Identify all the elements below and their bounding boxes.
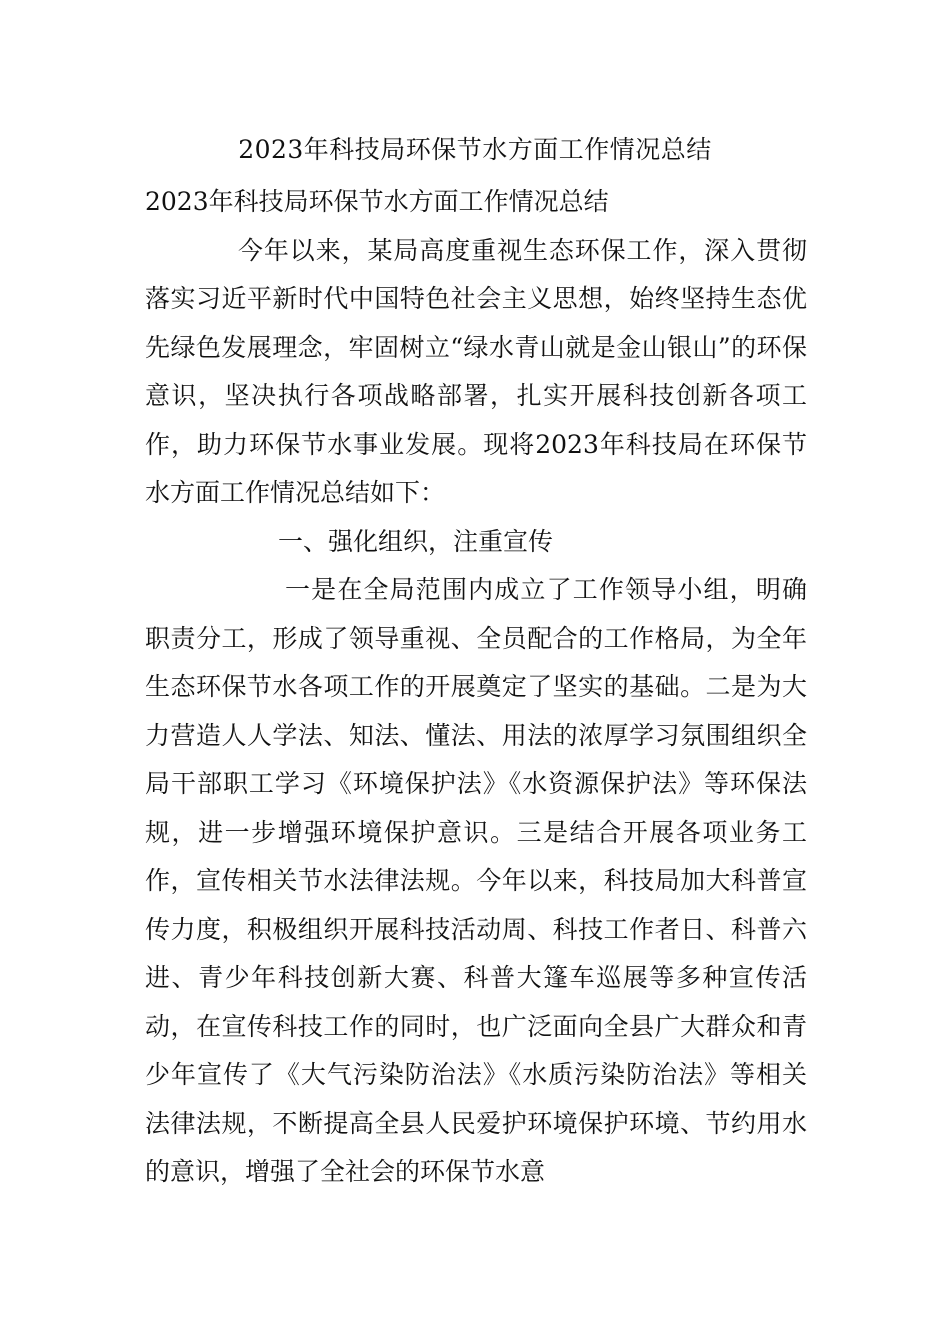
document-subtitle: 2023年科技局环保节水方面工作情况总结 <box>145 187 609 216</box>
document-title: 2023年科技局环保节水方面工作情况总结 <box>238 135 712 164</box>
section-heading: 一、强化组织，注重宣传 <box>278 526 554 556</box>
document-body <box>145 178 807 1197</box>
intro-paragraph: 今年以来，某局高度重视生态环保工作，深入贯彻落实习近平新时代中国特色社会主义思想，始终坚持生态优先绿色发展理念，牢固树立“绿水青山就是金山银山”的环保意识，坚决执行各项战略部署，扎实开展科技创新各项工作，助力环保节水事业发展。现将2023年科技局在环保节水方面工作情况总结如下： <box>145 235 807 507</box>
body-paragraph: 一是在全局范围内成立了工作领导小组，明确职责分工，形成了领导重视、全员配合的工作格局，为全年生态环保节水各项工作的开展奠定了坚实的基础。二是为大力营造人人学法、知法、懂法、用法的浓厚学习氛围组织全局干部职工学习《环境保护法》《水资源保护法》等环保法规，进一步增强环境保护意识。三是结合开展各项业务工作，宣传相关节水法律法规。今年以来，科技局加大科普宣传力度，积极组织开展科技活动周、科技工作者日、科普六进、青少年科技创新大赛、科普大篷车巡展等多种宣传活动，在宣传科技工作的同时，也广泛面向全县广大群众和青少年宣传了《大气污染防治法》《水质污染防治法》等相关法律法规，不断提高全县人民爱护环境保护环境、节约用水的意识，增强了全社会的环保节水意 <box>145 575 807 1186</box>
